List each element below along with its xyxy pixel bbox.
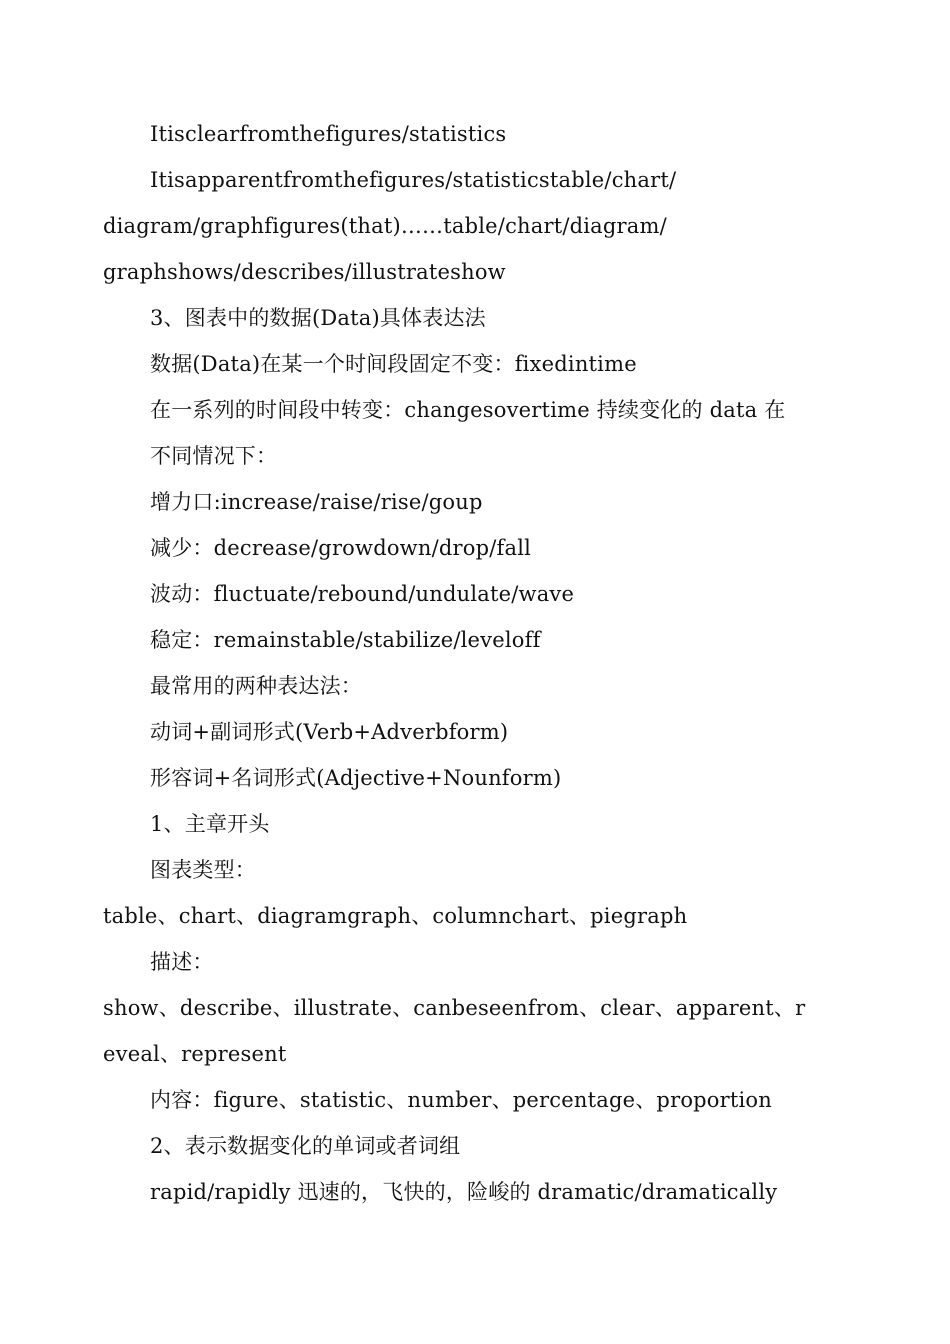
text-line: Itisapparentfromthefigures/statisticstable/chart/ [150, 168, 677, 192]
text-line: 最常用的两种表达法： [150, 674, 362, 698]
text-line: graphshows/describes/illustrateshow [103, 260, 506, 284]
text-line: rapid/rapidly 迅速的，飞快的，险峻的 dramatic/dramatically [150, 1180, 778, 1204]
text-line: diagram/graphfigures(that)……table/chart/diagram/ [103, 214, 667, 238]
section-heading: 1、主章开头 [150, 812, 270, 836]
text-line: 增力口:increase/raise/rise/goup [150, 490, 483, 514]
text-line: 在一系列的时间段中转变：changesovertime 持续变化的 data 在 [150, 398, 786, 422]
text-line: 内容：figure、statistic、number、percentage、proportion [150, 1088, 773, 1112]
text-line: 数据(Data)在某一个时间段固定不变：fixedintime [150, 352, 637, 376]
text-line: 不同情况下： [150, 444, 278, 468]
text-line: 图表类型： [150, 858, 256, 882]
text-line: 稳定：remainstable/stabilize/leveloff [150, 628, 541, 652]
text-line: 描述： [150, 950, 214, 974]
text-line: show、describe、illustrate、canbeseenfrom、clear、apparent、r [103, 996, 806, 1020]
text-line: 波动：fluctuate/rebound/undulate/wave [150, 582, 575, 606]
text-line: 动词+副词形式(Verb+Adverbform) [150, 720, 509, 744]
text-line: Itisclearfromthefigures/statistics [150, 122, 507, 146]
section-heading: 2、表示数据变化的单词或者词组 [150, 1134, 461, 1158]
text-line: eveal、represent [103, 1042, 287, 1066]
text-line: 减少：decrease/growdown/drop/fall [150, 536, 532, 560]
text-line: 形容词+名词形式(Adjective+Nounform) [150, 766, 562, 790]
text-line: table、chart、diagramgraph、columnchart、piegraph [103, 904, 688, 928]
section-heading: 3、图表中的数据(Data)具体表达法 [150, 306, 486, 330]
